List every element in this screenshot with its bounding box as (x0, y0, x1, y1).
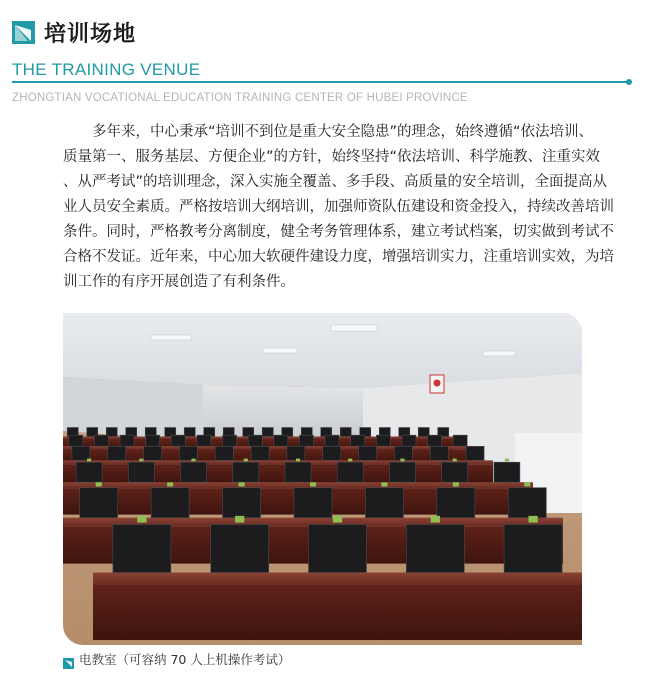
caption-text: 电教室（可容纳 70 人上机操作考试） (79, 652, 291, 667)
paragraph-line: 、从严考试”的培训理念，深入实施全覆盖、多手段、高质量的安全培训，全面提高从 (63, 174, 608, 190)
paragraph-line: 合格不发证。近年来，中心加大软硬件建设力度，增强培训实力，注重培训实效，为培 (63, 249, 614, 265)
header-divider (12, 81, 628, 83)
header-divider-dot (626, 79, 632, 85)
paragraph-line: 多年来，中心秉承“培训不到位是重大安全隐患”的理念，始终遵循“依法培训、 (92, 124, 594, 140)
page-title-english: THE TRAINING VENUE (12, 60, 201, 79)
classroom-photo (63, 313, 582, 645)
paragraph-line: 业人员安全素质。严格按培训大纲培训，加强师资队伍建设和资金投入，持续改善培训 (63, 199, 614, 215)
organization-subtitle: ZHONGTIAN VOCATIONAL EDUCATION TRAINING CENTER OF HUBEI PROVINCE (12, 92, 468, 104)
photo-caption (63, 650, 290, 668)
paragraph-line: 条件。同时，严格教考分离制度，健全考务管理体系，建立考试档案，切实做到考试不 (63, 224, 614, 240)
teal-square-slash-icon (63, 654, 74, 665)
paragraph-line: 训工作的有序开展创造了有利条件。 (63, 274, 295, 290)
intro-paragraph (63, 120, 623, 295)
page-title: 培训场地 (44, 21, 137, 47)
teal-square-slash-icon (12, 21, 35, 44)
paragraph-line: 质量第一、服务基层、方便企业”的方针，始终坚持“依法培训、科学施教、注重实效 (63, 149, 601, 165)
section-header (12, 16, 136, 48)
